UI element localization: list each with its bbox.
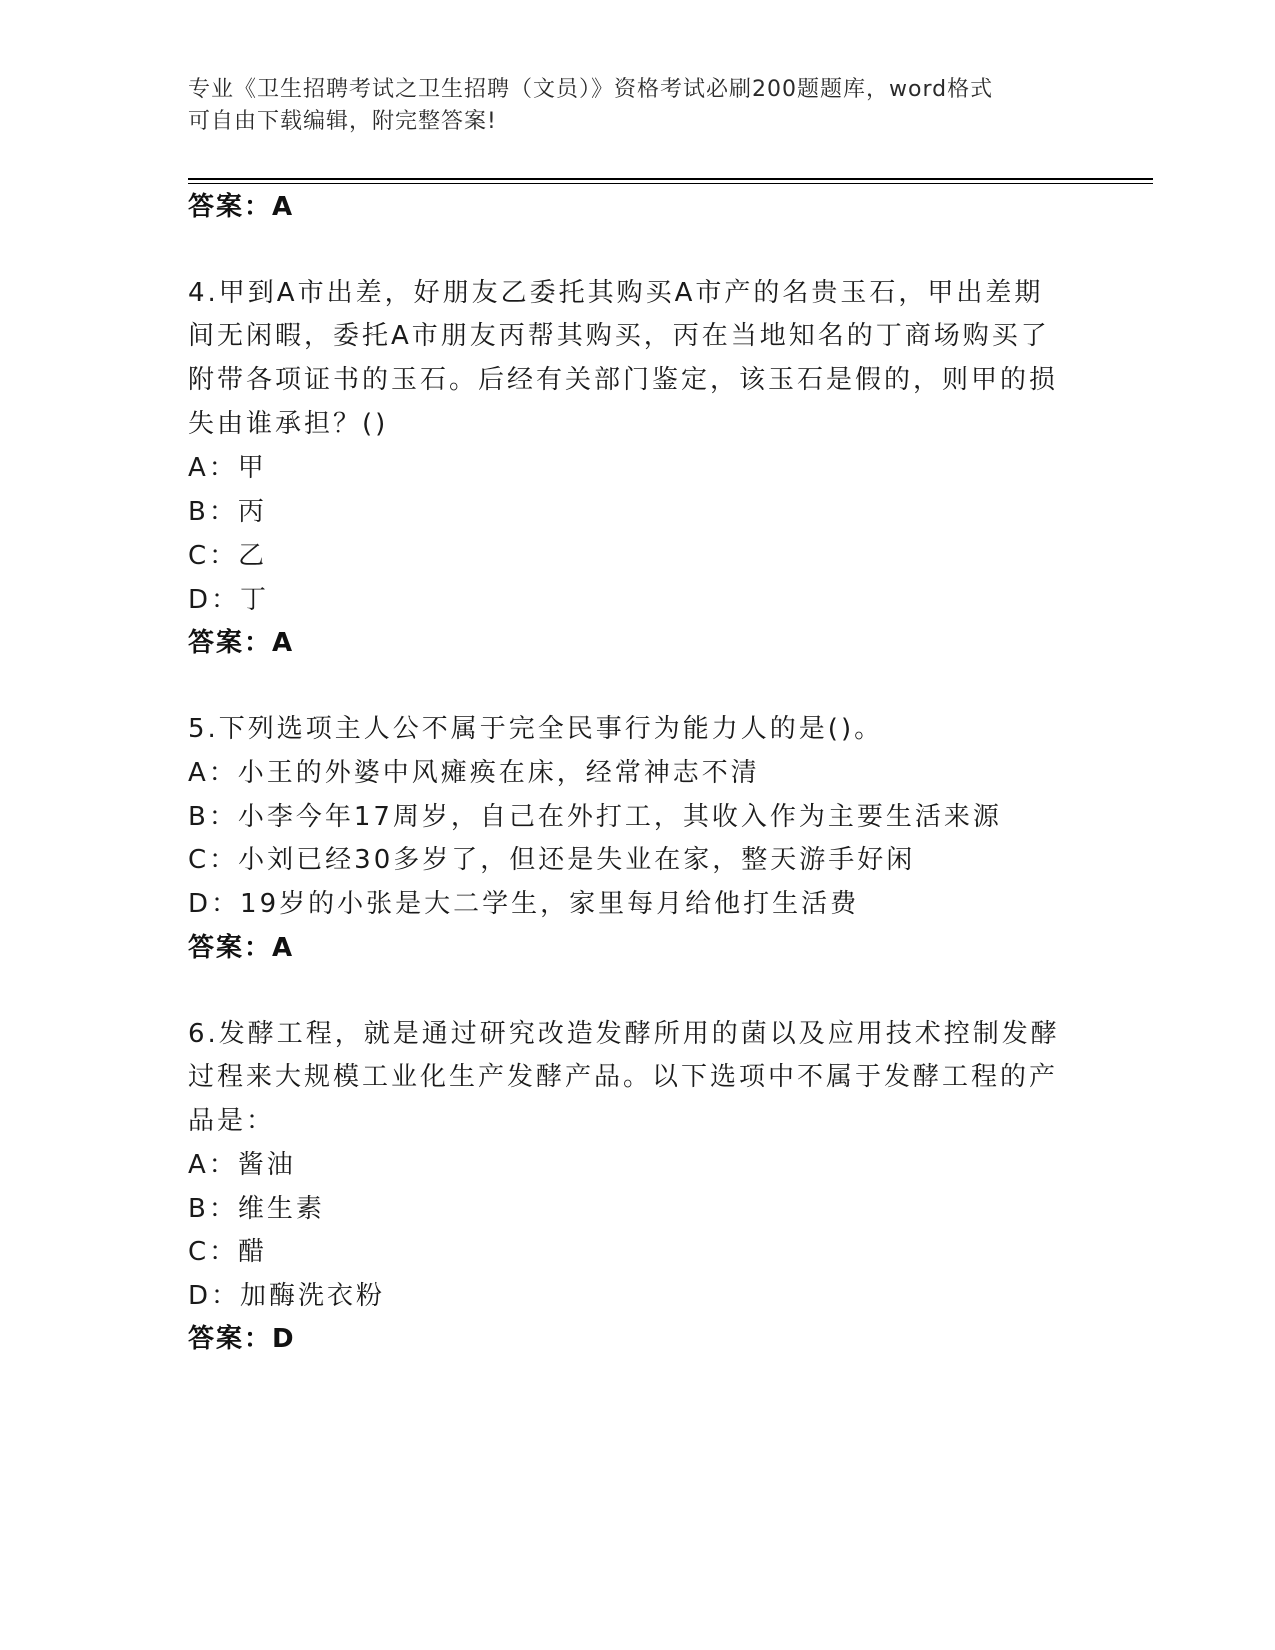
header-line-2: 可自由下载编辑，附完整答案! (188, 109, 497, 134)
q6-option-c: C：醋 (188, 1237, 268, 1267)
header-rule-thin (188, 183, 1153, 184)
q6-option-a: A：酱油 (188, 1150, 296, 1180)
q5-answer: 答案：A (188, 933, 295, 963)
q4-stem-line-3: 附带各项证书的玉石。后经有关部门鉴定，该玉石是假的，则甲的损 (188, 365, 1059, 395)
q4-option-a: A：甲 (188, 453, 267, 483)
q6-option-b: B：维生素 (188, 1194, 325, 1224)
q6-stem-line-3: 品是： (188, 1106, 276, 1136)
q6-option-d: D：加酶洗衣粉 (188, 1281, 386, 1311)
q4-answer: 答案：A (188, 628, 295, 658)
q4-stem-line-2: 间无闲暇，委托A市朋友丙帮其购买，丙在当地知名的丁商场购买了 (188, 321, 1050, 351)
page-header (188, 74, 1088, 138)
q4-option-b: B：丙 (188, 497, 267, 527)
q5-option-d: D：19岁的小张是大二学生，家里每月给他打生活费 (188, 889, 860, 919)
q6-stem-line-1: 6.发酵工程，就是通过研究改造发酵所用的菌以及应用技术控制发酵 (188, 1019, 1060, 1049)
q4-stem-line-4: 失由谁承担？() (188, 409, 389, 439)
header-rule-thick (188, 178, 1153, 180)
q4-option-d: D：丁 (188, 585, 270, 615)
q5-option-c: C：小刘已经30多岁了，但还是失业在家，整天游手好闲 (188, 845, 916, 875)
q6-answer: 答案：D (188, 1324, 296, 1354)
q5-stem-line-1: 5.下列选项主人公不属于完全民事行为能力人的是()。 (188, 714, 884, 744)
previous-answer: 答案：A (188, 192, 295, 222)
q6-stem-line-2: 过程来大规模工业化生产发酵产品。以下选项中不属于发酵工程的产 (188, 1062, 1059, 1092)
q4-option-c: C：乙 (188, 541, 268, 571)
q5-option-a: A：小王的外婆中风瘫痪在床，经常神志不清 (188, 758, 760, 788)
header-line-1: 专业《卫生招聘考试之卫生招聘（文员）》资格考试必刷200题题库，word格式 (188, 77, 994, 102)
q4-stem-line-1: 4.甲到A市出差，好朋友乙委托其购买A市产的名贵玉石，甲出差期 (188, 278, 1044, 308)
q5-option-b: B：小李今年17周岁，自己在外打工，其收入作为主要生活来源 (188, 802, 1002, 832)
